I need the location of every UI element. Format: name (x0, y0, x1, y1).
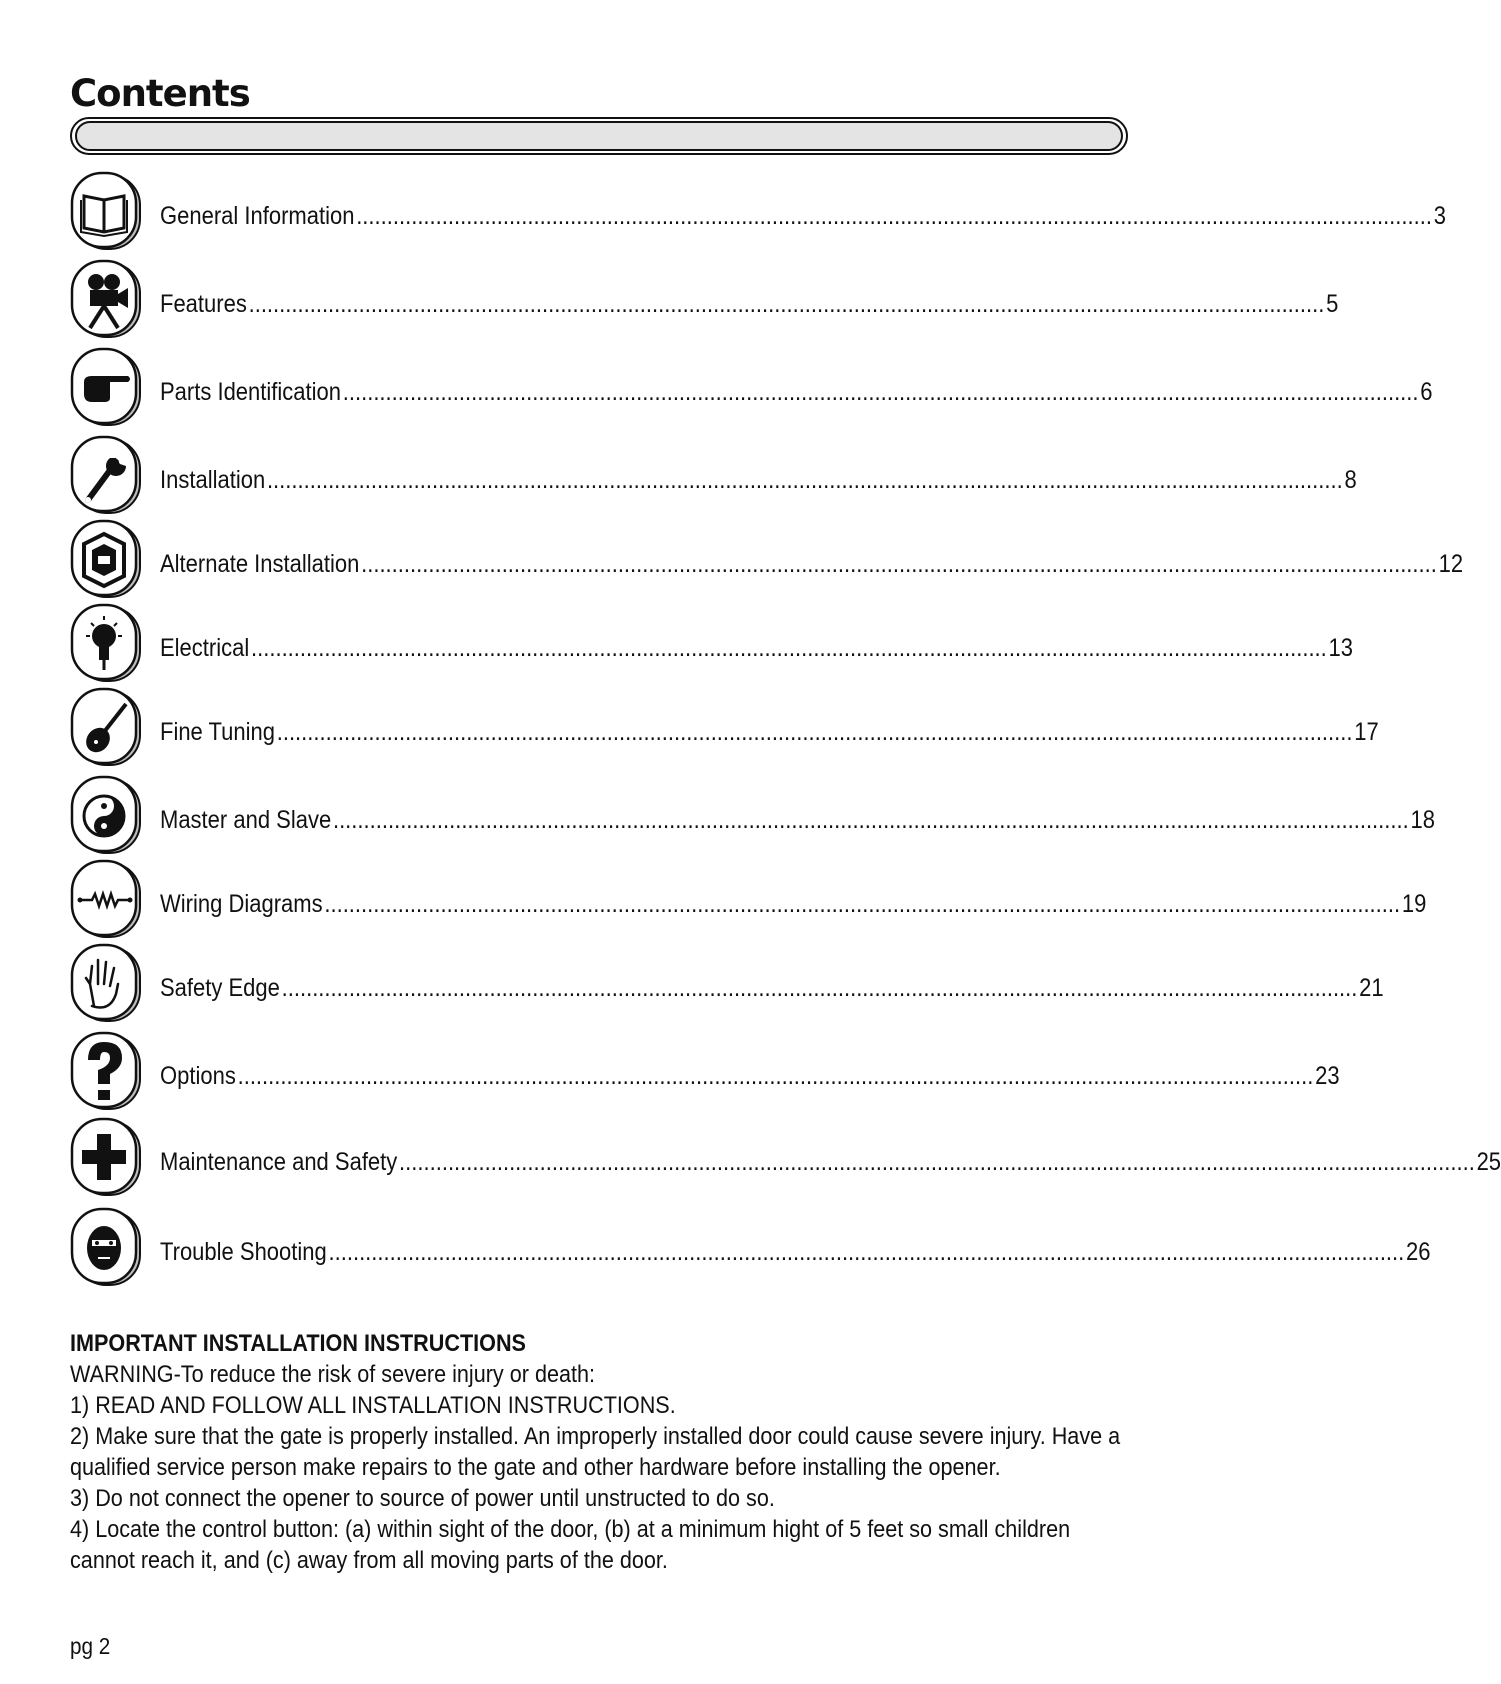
page-title: Contents (70, 72, 250, 115)
medical-cross-icon (70, 1118, 142, 1198)
toc-entry-page: 3 (1433, 202, 1446, 230)
instructions-heading: IMPORTANT INSTALLATION INSTRUCTIONS (70, 1330, 526, 1357)
installation-instructions (70, 1328, 1130, 1576)
book-icon (70, 172, 142, 252)
resistor-icon (70, 860, 142, 940)
hand-icon (70, 944, 142, 1024)
leader-dots: ................................................................................................................................................................................ (361, 550, 1437, 578)
toc-entry-label: Maintenance and Safety (160, 1148, 398, 1176)
title-underline-bar (70, 117, 1128, 155)
toc-entry-page: 17 (1354, 718, 1379, 746)
leader-dots: ................................................................................................................................................................................ (356, 202, 1432, 230)
toc-entry[interactable] (70, 260, 1339, 340)
toc-entry-page: 8 (1344, 466, 1357, 494)
toc-entry[interactable] (70, 776, 1435, 856)
violin-icon (70, 688, 142, 768)
leader-dots: ................................................................................................................................................................................ (276, 718, 1353, 746)
toc-entry-label: Options (160, 1062, 236, 1090)
toc-entry[interactable] (70, 348, 1433, 428)
toc-entry-label: Installation (160, 466, 266, 494)
toc-entry[interactable] (70, 436, 1357, 516)
toc-entry[interactable] (70, 860, 1427, 940)
leader-dots: ................................................................................................................................................................................ (251, 634, 1327, 662)
page-number: pg 2 (70, 1633, 111, 1659)
toc-entry-page: 25 (1476, 1148, 1501, 1176)
leader-dots: ................................................................................................................................................................................ (332, 806, 1409, 834)
toc-entry-page: 12 (1438, 550, 1464, 578)
leader-dots: ................................................................................................................................................................................ (399, 1148, 1475, 1176)
toc-entry[interactable] (70, 688, 1379, 768)
face-icon (70, 1208, 142, 1288)
leader-dots: ................................................................................................................................................................................ (328, 1238, 1405, 1266)
warning-line: WARNING-To reduce the risk of severe injury or death: (70, 1361, 595, 1388)
toc-entry-page: 5 (1326, 290, 1339, 318)
leader-dots: ................................................................................................................................................................................ (324, 890, 1401, 918)
toc-entry[interactable] (70, 520, 1464, 600)
logo-icon (70, 520, 142, 600)
toc-entry[interactable] (70, 1118, 1501, 1198)
toc-entry-page: 26 (1406, 1238, 1431, 1266)
yin-yang-icon (70, 776, 142, 856)
instruction-item: 4) Locate the control button: (a) within sight of the door, (b) at a minimum hight of 5 feet so small children cannot reach it, and (c) away from all moving parts of the door. (70, 1516, 1071, 1574)
light-bulb-icon (70, 604, 142, 684)
toc-entry-page: 19 (1401, 890, 1427, 918)
toc-entry[interactable] (70, 1032, 1340, 1112)
instruction-item: 3) Do not connect the opener to source of power until unstructed to do so. (70, 1485, 775, 1512)
movie-camera-icon (70, 260, 142, 340)
toc-entry[interactable] (70, 1208, 1431, 1288)
toc-entry-label: Parts Identification (160, 378, 341, 406)
toc-entry-label: Electrical (160, 634, 250, 662)
toc-entry-label: Safety Edge (160, 974, 280, 1002)
leader-dots: ................................................................................................................................................................................ (248, 290, 1325, 318)
toc-entry-page: 13 (1328, 634, 1354, 662)
toc-entry-label: Master and Slave (160, 806, 332, 834)
toc-entry-label: Alternate Installation (160, 550, 360, 578)
toc-entry-page: 6 (1420, 378, 1433, 406)
question-mark-icon (70, 1032, 142, 1112)
toc-entry-page: 18 (1410, 806, 1435, 834)
toc-entry-label: Trouble Shooting (160, 1238, 327, 1266)
toc-entry-label: Wiring Diagrams (160, 890, 323, 918)
leader-dots: ................................................................................................................................................................................ (266, 466, 1343, 494)
toc-entry-label: Features (160, 290, 247, 318)
leader-dots: ................................................................................................................................................................................ (342, 378, 1419, 406)
pointing-hand-icon (70, 348, 142, 428)
toc-entry-label: Fine Tuning (160, 718, 275, 746)
leader-dots: ................................................................................................................................................................................ (237, 1062, 1314, 1090)
leader-dots: ................................................................................................................................................................................ (281, 974, 1358, 1002)
toc-entry-page: 21 (1359, 974, 1384, 1002)
wrench-icon (70, 436, 142, 516)
instruction-item: 1) READ AND FOLLOW ALL INSTALLATION INSTRUCTIONS. (70, 1392, 676, 1419)
toc-entry[interactable] (70, 944, 1384, 1024)
toc-entry-label: General Information (160, 202, 355, 230)
toc-entry[interactable] (70, 172, 1446, 252)
toc-entry-page: 23 (1315, 1062, 1340, 1090)
instruction-item: 2) Make sure that the gate is properly installed. An improperly installed door could cause severe injury. Have a qualified service person make repairs to the gate and other hardware before installing the opener. (70, 1423, 1121, 1481)
toc-entry[interactable] (70, 604, 1354, 684)
